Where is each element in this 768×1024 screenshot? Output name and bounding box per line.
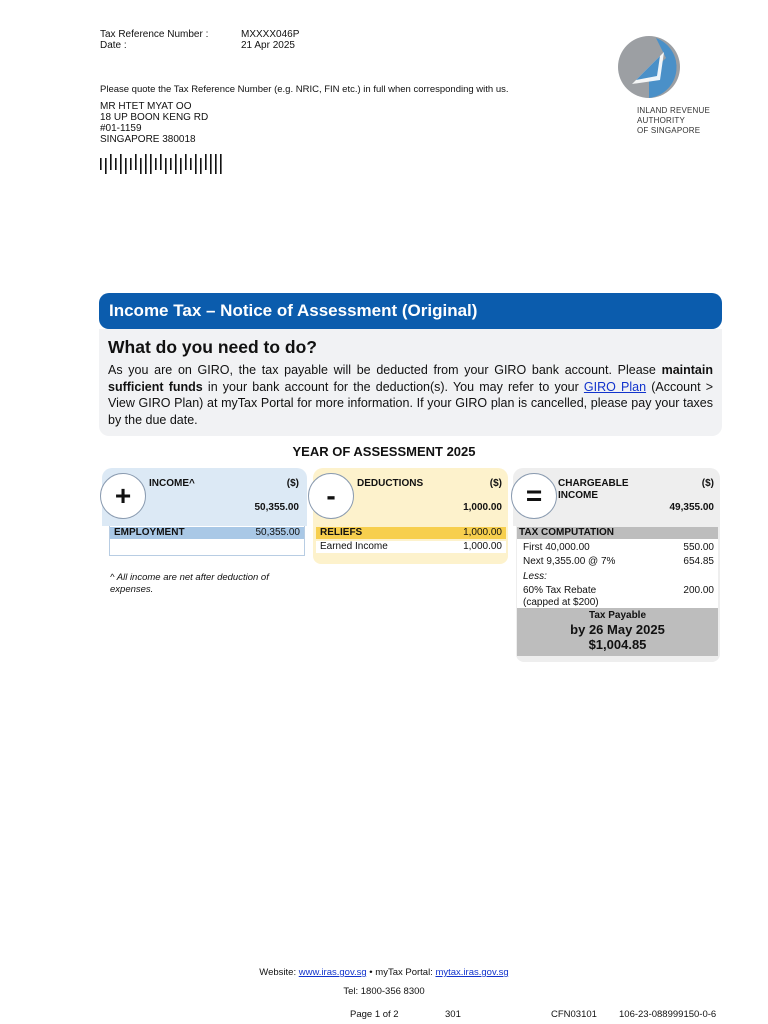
- tax-row-next-label: Next 9,355.00 @ 7%: [523, 556, 616, 567]
- postal-barcode-icon: [100, 154, 225, 174]
- tax-row-first-value: 550.00: [683, 542, 714, 553]
- earned-income-row: [316, 541, 506, 553]
- tax-rebate-label-2: (capped at $200): [523, 597, 599, 608]
- mailing-address: [100, 101, 208, 145]
- footer-code-3: 106-23-088999150-0-6: [619, 1009, 717, 1020]
- mytax-portal-link[interactable]: mytax.iras.gov.sg: [435, 967, 509, 978]
- deductions-panel: [313, 468, 508, 526]
- notice-title: Income Tax – Notice of Assessment (Original): [109, 301, 478, 320]
- equals-icon: =: [511, 473, 557, 519]
- income-currency: ($): [286, 478, 299, 489]
- website-link[interactable]: www.iras.gov.sg: [298, 967, 367, 978]
- address-line-1: MR HTET MYAT OO: [100, 101, 192, 112]
- earned-income-value: 1,000.00: [463, 541, 502, 552]
- chargeable-currency: ($): [701, 478, 714, 489]
- action-text-part-1: As you are on GIRO, the tax payable will be deducted from your GIRO bank account. Please: [108, 363, 662, 377]
- quote-notice: Please quote the Tax Reference Number (e.g. NRIC, FIN etc.) in full when corresponding with us.: [100, 84, 509, 95]
- reference-values: [241, 29, 299, 51]
- iras-logo-text: [637, 106, 710, 136]
- plus-icon: +: [100, 473, 146, 519]
- deductions-currency: ($): [489, 478, 502, 489]
- action-heading: What do you need to do?: [108, 337, 318, 357]
- income-total: 50,355.00: [254, 502, 299, 513]
- page-number: Page 1 of 2: [350, 1009, 399, 1020]
- address-line-3: #01-1159: [100, 123, 142, 134]
- reference-labels: [100, 29, 208, 51]
- chargeable-label-line-2: INCOME: [558, 490, 598, 501]
- chargeable-total: 49,355.00: [669, 502, 714, 513]
- footer-links: [0, 967, 768, 978]
- tax-rebate-label-1: 60% Tax Rebate: [523, 585, 597, 596]
- date-value: 21 Apr 2025: [241, 40, 295, 51]
- tax-payable-box: [517, 608, 718, 656]
- employment-bar: [110, 527, 304, 539]
- deductions-total: 1,000.00: [463, 502, 502, 513]
- logo-line-1: INLAND REVENUE: [637, 106, 711, 115]
- iras-logo-icon: [616, 34, 682, 100]
- giro-plan-link[interactable]: GIRO Plan: [583, 379, 647, 394]
- tax-computation-bar: [517, 527, 718, 539]
- action-text: [108, 362, 713, 428]
- address-line-2: 18 UP BOON KENG RD: [100, 112, 209, 123]
- notice-title-bar: [99, 293, 722, 329]
- action-text-part-3: (Account > View GIRO Plan) at myTax Portal for more information. If your GIRO plan is cancelled, please pay your taxes by the due date.: [108, 379, 713, 427]
- chargeable-label-line-1: CHARGEABLE: [558, 478, 629, 489]
- year-of-assessment-title: YEAR OF ASSESSMENT 2025: [292, 444, 476, 459]
- date-label: Date :: [100, 40, 127, 51]
- chargeable-income-panel: [513, 468, 720, 526]
- tax-payable-label: Tax Payable: [588, 610, 647, 621]
- logo-line-3: OF SINGAPORE: [637, 126, 701, 135]
- tax-payable-amount: $1,004.85: [588, 637, 647, 652]
- tax-rebate-value: 200.00: [683, 585, 714, 596]
- employment-label: EMPLOYMENT: [114, 527, 185, 538]
- reliefs-value: 1,000.00: [463, 527, 502, 538]
- tax-row-first: [523, 542, 714, 554]
- reliefs-label: RELIEFS: [320, 527, 363, 538]
- earned-income-label: Earned Income: [320, 541, 388, 552]
- tax-row-next-value: 654.85: [683, 556, 714, 567]
- minus-icon: -: [308, 473, 354, 519]
- income-panel: [102, 468, 307, 526]
- logo-line-2: AUTHORITY: [637, 116, 686, 125]
- employment-value: 50,355.00: [255, 527, 300, 538]
- reliefs-bar: [316, 527, 506, 539]
- tax-payable-due-date: by 26 May 2025: [570, 622, 665, 637]
- footer-code-1: 301: [445, 1009, 461, 1020]
- action-info-box: [99, 329, 722, 436]
- tax-computation-label: TAX COMPUTATION: [519, 527, 614, 538]
- income-footnote: ^ All income are net after deduction of expenses.: [110, 572, 269, 595]
- tax-row-next: [523, 556, 714, 568]
- action-text-part-2: in your bank account for the deduction(s). You may refer to your: [202, 379, 584, 394]
- deductions-label: DEDUCTIONS: [357, 478, 424, 489]
- income-label: INCOME^: [149, 478, 195, 489]
- footer-tel: Tel: 1800-356 8300: [343, 986, 425, 997]
- tax-rebate-row: [523, 585, 714, 609]
- tax-row-first-label: First 40,000.00: [523, 542, 590, 553]
- tax-ref-label: Tax Reference Number :: [100, 29, 209, 40]
- tax-ref-value: MXXXX046P: [241, 29, 300, 40]
- website-label: Website:: [259, 967, 299, 978]
- less-label: Less:: [523, 571, 547, 582]
- address-line-4: SINGAPORE 380018: [100, 134, 196, 145]
- footer-code-2: CFN03101: [551, 1009, 597, 1020]
- portal-label: • myTax Portal:: [366, 967, 436, 978]
- action-text-bold: maintain sufficient funds: [108, 363, 713, 394]
